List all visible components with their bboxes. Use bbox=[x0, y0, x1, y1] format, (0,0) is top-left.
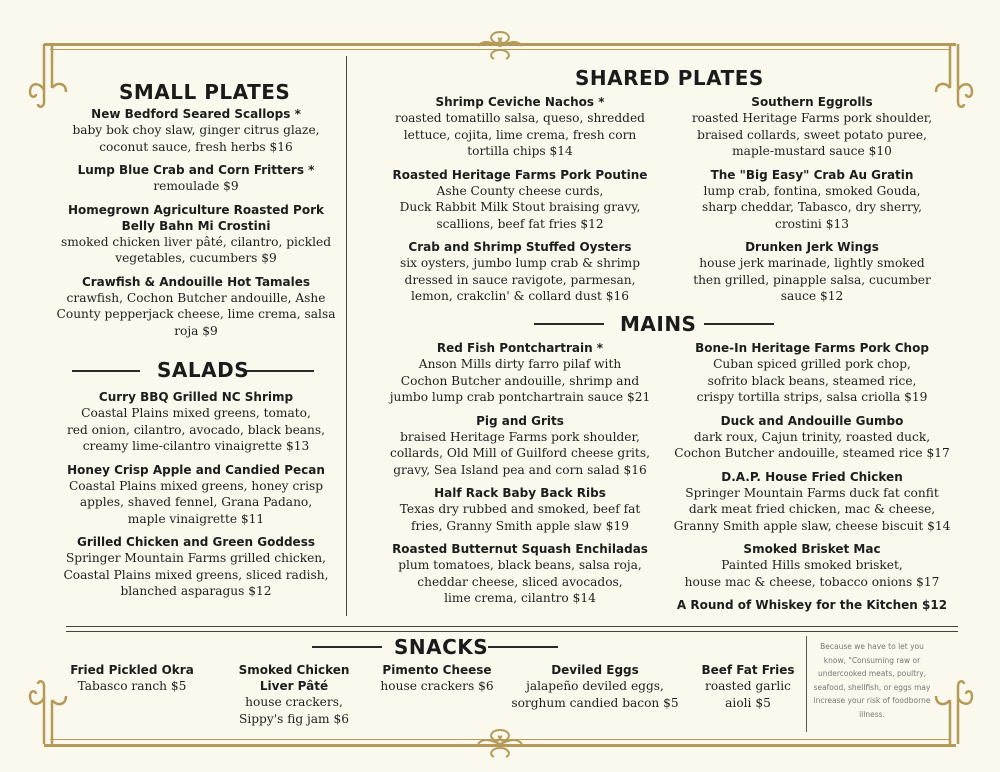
menu-item-name: Roasted Heritage Farms Pork Poutine bbox=[392, 167, 648, 182]
salads-list bbox=[50, 389, 342, 607]
menu-item-description: Cochon Butcher andouille, steamed rice $17 bbox=[674, 446, 950, 460]
snacks-rule-right bbox=[488, 646, 558, 648]
menu-item-name: Smoked Brisket Mac bbox=[743, 542, 881, 556]
menu-item-description: crispy tortilla strips, salsa criolla $19 bbox=[696, 390, 928, 404]
menu-item-description: then grilled, pinapple salsa, cucumber bbox=[693, 272, 931, 287]
menu-item-description: lime crema, cilantro $14 bbox=[444, 591, 596, 605]
menu-item-description: Granny Smith apple slaw, cheese biscuit $14 bbox=[673, 518, 951, 533]
menu-item bbox=[360, 541, 680, 607]
menu-item-description: Springer Mountain Farms duck fat confit bbox=[685, 485, 939, 500]
menu-item-description: Coastal Plains mixed greens, sliced radish, bbox=[63, 567, 329, 582]
menu-item-name: Honey Crisp Apple and Candied Pecan bbox=[67, 462, 325, 477]
snack-item-name: Fried Pickled Okra bbox=[70, 663, 194, 677]
snack-item-description: aioli $5 bbox=[725, 695, 771, 710]
menu-item-description: house mac & cheese, tobacco onions $17 bbox=[684, 574, 940, 589]
menu-item-description: Anson Mills dirty farro pilaf with bbox=[418, 357, 622, 371]
menu-item-name: Crab and Shrimp Stuffed Oysters bbox=[408, 240, 632, 254]
disclaimer bbox=[812, 640, 932, 721]
snack-item-name: Smoked Chicken bbox=[238, 663, 350, 677]
salads-rule-left bbox=[72, 370, 140, 372]
shared-plates-right-list bbox=[672, 94, 952, 312]
salads-rule-right bbox=[246, 370, 314, 372]
menu-item-name: Half Rack Baby Back Ribs bbox=[434, 486, 606, 500]
menu-item bbox=[360, 340, 680, 406]
menu-item-name: Grilled Chicken and Green Goddess bbox=[77, 535, 315, 549]
menu-item-description: vegetables, cucumbers $9 bbox=[115, 251, 277, 265]
snack-item-description: jalapeño deviled eggs, bbox=[526, 679, 664, 693]
snack-item-description: sorghum candied bacon $5 bbox=[511, 695, 679, 710]
snack-item-description: roasted garlic bbox=[705, 679, 791, 693]
menu-item bbox=[672, 239, 952, 305]
corner-ornament-top-left-icon bbox=[26, 42, 70, 112]
menu-item-name: Southern Eggrolls bbox=[751, 95, 873, 109]
salads-title: SALADS bbox=[157, 358, 250, 382]
menu-item-description: crawfish, Cochon Butcher andouille, Ashe bbox=[66, 290, 326, 305]
menu-item-description: plum tomatoes, black beans, salsa roja, bbox=[398, 558, 642, 572]
disclaimer-line: illness. bbox=[859, 709, 885, 719]
menu-item-description: Coastal Plains mixed greens, tomato, bbox=[81, 406, 311, 420]
menu-item bbox=[360, 167, 680, 233]
menu-item bbox=[50, 202, 342, 267]
menu-item bbox=[360, 94, 680, 160]
menu-item-description: blanched asparagus $12 bbox=[120, 584, 272, 598]
bottom-ornament-icon bbox=[468, 726, 532, 760]
menu-item bbox=[672, 167, 952, 233]
menu-item-name: Red Fish Pontchartrain * bbox=[436, 341, 604, 355]
menu-item-description: sauce $12 bbox=[780, 289, 844, 303]
menu-item-description: crostini $13 bbox=[775, 216, 849, 231]
snack-item-name: Deviled Eggs bbox=[551, 663, 639, 677]
menu-item-description: Cuban spiced grilled pork chop, bbox=[713, 357, 911, 371]
mains-right-list bbox=[662, 340, 962, 620]
menu-item bbox=[50, 534, 342, 600]
menu-item-description: lump crab, fontina, smoked Gouda, bbox=[703, 183, 921, 198]
menu-item bbox=[662, 340, 962, 406]
mains-rule-left bbox=[534, 323, 604, 325]
menu-item-name: A Round of Whiskey for the Kitchen $12 bbox=[676, 598, 948, 612]
snacks-divider-top-2 bbox=[66, 631, 958, 632]
menu-item-description: remoulade $9 bbox=[153, 179, 239, 193]
snack-item bbox=[62, 662, 202, 695]
disclaimer-divider bbox=[806, 636, 807, 732]
menu-item-description: braised collards, sweet potato puree, bbox=[697, 127, 927, 142]
menu-item-description: Cochon Butcher andouille, shrimp and bbox=[400, 373, 640, 388]
snack-item bbox=[224, 662, 364, 727]
column-divider bbox=[346, 56, 347, 616]
menu-item-description: Texas dry rubbed and smoked, beef fat bbox=[399, 502, 641, 516]
snack-item-name: Beef Fat Fries bbox=[701, 663, 795, 677]
shared-plates-left-list bbox=[360, 94, 680, 312]
small-plates-list bbox=[50, 106, 342, 346]
menu-item-description: braised Heritage Farms pork shoulder, bbox=[400, 429, 640, 444]
menu-item bbox=[662, 541, 962, 590]
menu-item-name: The "Big Easy" Crab Au Gratin bbox=[710, 167, 914, 182]
menu-item bbox=[662, 597, 962, 613]
corner-ornament-bottom-right-icon bbox=[932, 676, 976, 746]
snacks-divider-top bbox=[66, 626, 958, 627]
menu-item-description: Painted Hills smoked brisket, bbox=[721, 558, 903, 572]
menu-item-description: roja $9 bbox=[174, 323, 218, 338]
menu-item-description: roasted Heritage Farms pork shoulder, bbox=[691, 111, 933, 125]
menu-item-description: County pepperjack cheese, lime crema, salsa bbox=[56, 307, 336, 321]
menu-item bbox=[50, 274, 342, 340]
menu-item-description: maple-mustard sauce $10 bbox=[732, 144, 892, 158]
snack-item-description: Tabasco ranch $5 bbox=[77, 679, 187, 693]
menu-item-description: smoked chicken liver pâté, cilantro, pickled bbox=[60, 234, 332, 249]
menu-item-description: house jerk marinade, lightly smoked bbox=[699, 256, 925, 270]
menu-item-description: Springer Mountain Farms grilled chicken, bbox=[65, 551, 327, 565]
menu-item-name: Roasted Butternut Squash Enchiladas bbox=[392, 542, 648, 556]
menu-item-description: fries, Granny Smith apple slaw $19 bbox=[410, 518, 629, 533]
menu-item-description: sofrito black beans, steamed rice, bbox=[707, 373, 917, 388]
menu-item bbox=[672, 94, 952, 160]
mains-title: MAINS bbox=[620, 312, 697, 336]
menu-item-name: Crawfish & Andouille Hot Tamales bbox=[81, 274, 311, 289]
menu-item bbox=[50, 162, 342, 195]
menu-item-name: Shrimp Ceviche Nachos * bbox=[435, 95, 605, 109]
menu-item bbox=[50, 106, 342, 155]
snack-item-name: Pimento Cheese bbox=[382, 663, 492, 677]
menu-item-description: collards, Old Mill of Guilford cheese grits, bbox=[390, 446, 650, 460]
menu-item bbox=[360, 485, 680, 534]
menu-item bbox=[360, 239, 680, 305]
menu-item-description: dressed in sauce ravigote, parmesan, bbox=[404, 272, 636, 287]
menu-item-name: Pig and Grits bbox=[476, 413, 564, 428]
snack-item-description: house crackers $6 bbox=[380, 679, 494, 693]
menu-item-description: dark meat fried chicken, mac & cheese, bbox=[688, 502, 936, 516]
menu-item-description: tortilla chips $14 bbox=[467, 144, 573, 158]
mains-left-list bbox=[360, 340, 680, 614]
menu-item-name: D.A.P. House Fried Chicken bbox=[721, 469, 903, 484]
top-ornament-icon bbox=[468, 28, 532, 62]
menu-item-description: gravy, Sea Island pea and corn salad $16 bbox=[393, 462, 647, 477]
snack-item-description: Sippy's fig jam $6 bbox=[238, 711, 349, 726]
menu-item-description: Duck Rabbit Milk Stout braising gravy, bbox=[399, 200, 641, 214]
disclaimer-line: seafood, shellfish, or eggs may bbox=[813, 682, 931, 692]
menu-item bbox=[662, 469, 962, 535]
snacks-rule-left bbox=[312, 646, 382, 648]
snack-item bbox=[505, 662, 685, 711]
menu-item-description: apples, shaved fennel, Grana Padano, bbox=[79, 495, 313, 509]
menu-item-description: red onion, cilantro, avocado, black beans, bbox=[66, 422, 326, 437]
menu-item-description: lettuce, cojita, lime crema, fresh corn bbox=[403, 127, 637, 142]
menu-item-description: cheddar cheese, sliced avocados, bbox=[417, 574, 623, 589]
menu-item-description: maple vinaigrette $11 bbox=[127, 511, 265, 526]
menu-item-description: creamy lime-cilantro vinaigrette $13 bbox=[82, 439, 310, 453]
menu-item-name: Drunken Jerk Wings bbox=[745, 240, 879, 254]
menu-item-name: Curry BBQ Grilled NC Shrimp bbox=[98, 390, 294, 404]
snacks-title: SNACKS bbox=[394, 635, 489, 659]
menu-item-description: coconut sauce, fresh herbs $16 bbox=[99, 139, 293, 154]
menu-item-description: roasted tomatillo salsa, queso, shredded bbox=[395, 111, 645, 125]
snack-item-description: house crackers, bbox=[245, 695, 343, 709]
menu-item-name: Bone-In Heritage Farms Pork Chop bbox=[695, 341, 929, 355]
mains-rule-right bbox=[704, 323, 774, 325]
menu-item bbox=[50, 462, 342, 528]
menu-item-name: Homegrown Agriculture Roasted Pork bbox=[68, 202, 324, 217]
shared-plates-title: SHARED PLATES bbox=[575, 66, 764, 90]
disclaimer-line: Because we have to let you bbox=[820, 642, 924, 651]
menu-item bbox=[50, 389, 342, 455]
disclaimer-line: undercooked meats, poultry, bbox=[817, 669, 927, 678]
menu-item-name: Lump Blue Crab and Corn Fritters * bbox=[77, 163, 315, 177]
disclaimer-line: increase your risk of foodborne bbox=[813, 696, 931, 705]
disclaimer-line: know, "Consuming raw or bbox=[823, 655, 921, 665]
menu-item-description: dark roux, Cajun trinity, roasted duck, bbox=[693, 429, 931, 444]
small-plates-title: SMALL PLATES bbox=[119, 80, 291, 104]
snack-item-name-line2: Liver Pâté bbox=[259, 679, 329, 693]
menu-item-description: Ashe County cheese curds, bbox=[436, 183, 604, 198]
menu-item-description: sharp cheddar, Tabasco, dry sherry, bbox=[701, 200, 923, 214]
menu-item-description: scallions, beef fat fries $12 bbox=[436, 216, 604, 231]
menu-item-description: baby bok choy slaw, ginger citrus glaze, bbox=[72, 123, 320, 137]
menu-item-name: New Bedford Seared Scallops * bbox=[91, 107, 301, 121]
menu-item bbox=[662, 413, 962, 462]
menu-item-name-line2: Belly Bahn Mi Crostini bbox=[121, 218, 271, 233]
menu-item-description: six oysters, jumbo lump crab & shrimp bbox=[400, 256, 640, 270]
menu-item-description: Coastal Plains mixed greens, honey crisp bbox=[68, 478, 324, 493]
menu-item bbox=[360, 413, 680, 479]
snack-item bbox=[372, 662, 502, 695]
snack-item bbox=[686, 662, 810, 711]
menu-item-name: Duck and Andouille Gumbo bbox=[720, 413, 904, 428]
menu-item-description: lemon, crakclin' & collard dust $16 bbox=[411, 289, 629, 303]
menu-item-description: jumbo lump crab pontchartrain sauce $21 bbox=[389, 390, 651, 404]
